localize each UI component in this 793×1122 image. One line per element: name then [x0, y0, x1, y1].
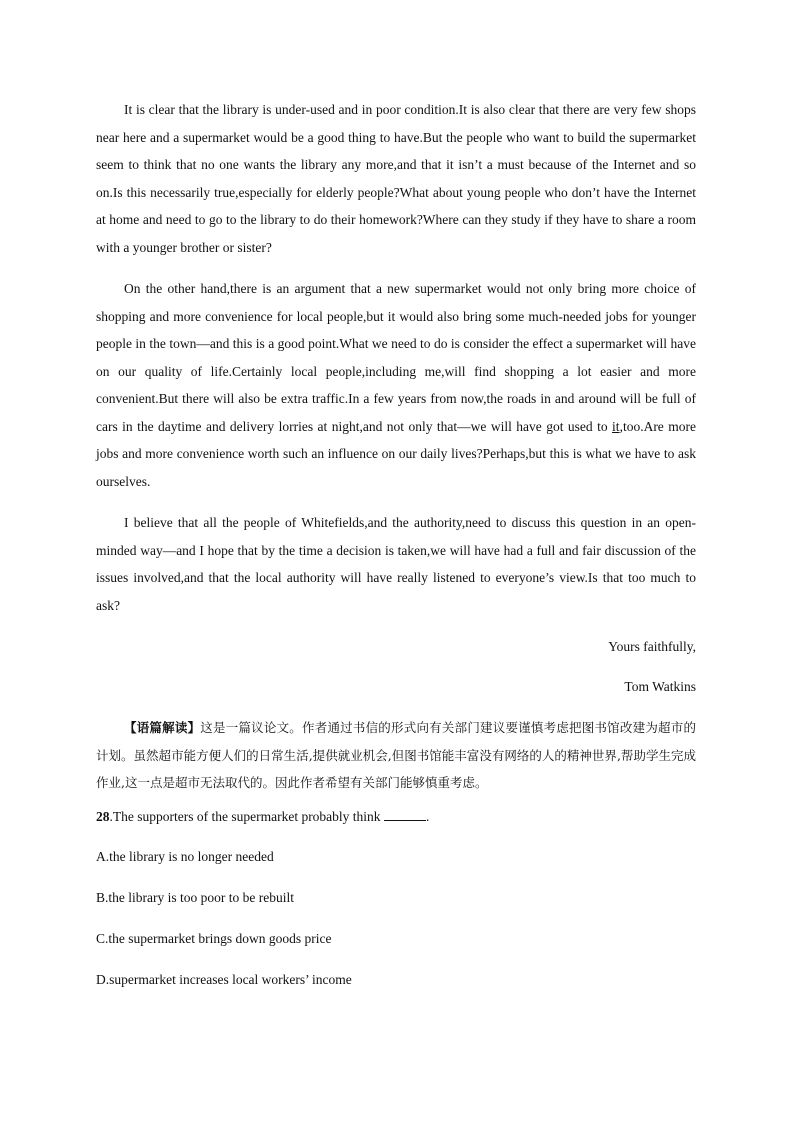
analysis-tag: 【语篇解读】	[124, 720, 201, 735]
answer-blank	[384, 806, 426, 821]
option-c: C.the supermarket brings down goods price	[96, 931, 332, 946]
analysis-text: 这是一篇议论文。作者通过书信的形式向有关部门建议要谨慎考虑把图书馆改建为超市的计划。虽然超市能方便人们的日常生活,提供就业机会,但图书馆能丰富没有网络的人的精神世界,帮助学生完成作业,这一点是超市无法取代的。因此作者希望有关部门能够慎重考虑。	[96, 720, 696, 790]
letter-paragraph-2	[96, 275, 696, 495]
paragraph-2-text-before: On the other hand,there is an argument that a new supermarket would not only bring more choice of shopping and more convenience for local people,but it would also bring some much-needed jobs for younger people in the town—and this is a good point.What we need to do is consider the effect a supermarket will have on our quality of life.Certainly local people,including me,will find shopping a lot easier and more convenient.But there will also be extra traffic.In a few years from now,the roads in and around will be full of cars in the daytime and delivery lorries at night,and not only that—we will have got used to	[96, 281, 696, 434]
underlined-word-it: it	[612, 418, 620, 434]
option-a: A.the library is no longer needed	[96, 849, 274, 864]
letter-paragraph-1: It is clear that the library is under-used and in poor condition.It is also clear that there are very few shops near here and a supermarket would be a good thing to have.But the people who want to build the supermarket seem to think that no one wants the library any more,and that it isn’t a must because of the Internet and so on.Is this necessarily true,especially for elderly people?What about young people who don’t have the Internet at home and need to go to the library to do their homework?Where can they study if they have to share a room with a younger brother or sister?	[96, 102, 696, 255]
option-b: B.the library is too poor to be rebuilt	[96, 890, 294, 905]
letter-paragraph-3: I believe that all the people of Whitefields,and the authority,need to discuss this question in an open-minded way—and I hope that by the time a decision is taken,we will have had a full and fair discussion of the issues involved,and that the local authority will have really listened to everyone’s view.Is that too much to ask?	[96, 515, 696, 613]
document-page	[96, 96, 696, 1007]
question-number: 28	[96, 808, 110, 824]
paragraph-2-text-after: ,too.Are more jobs and more convenience worth such an influence on our daily lives?Perhaps,but this is what we have to ask ourselves.	[96, 418, 696, 489]
question-stem: .The supporters of the supermarket probably think	[109, 808, 384, 824]
question-28	[96, 803, 696, 831]
option-d: D.supermarket increases local workers’ income	[96, 972, 352, 987]
letter-signature: Tom Watkins	[624, 678, 696, 694]
passage-analysis	[96, 714, 696, 797]
question-end: .	[425, 808, 430, 824]
letter-salutation: Yours faithfully,	[608, 639, 696, 654]
